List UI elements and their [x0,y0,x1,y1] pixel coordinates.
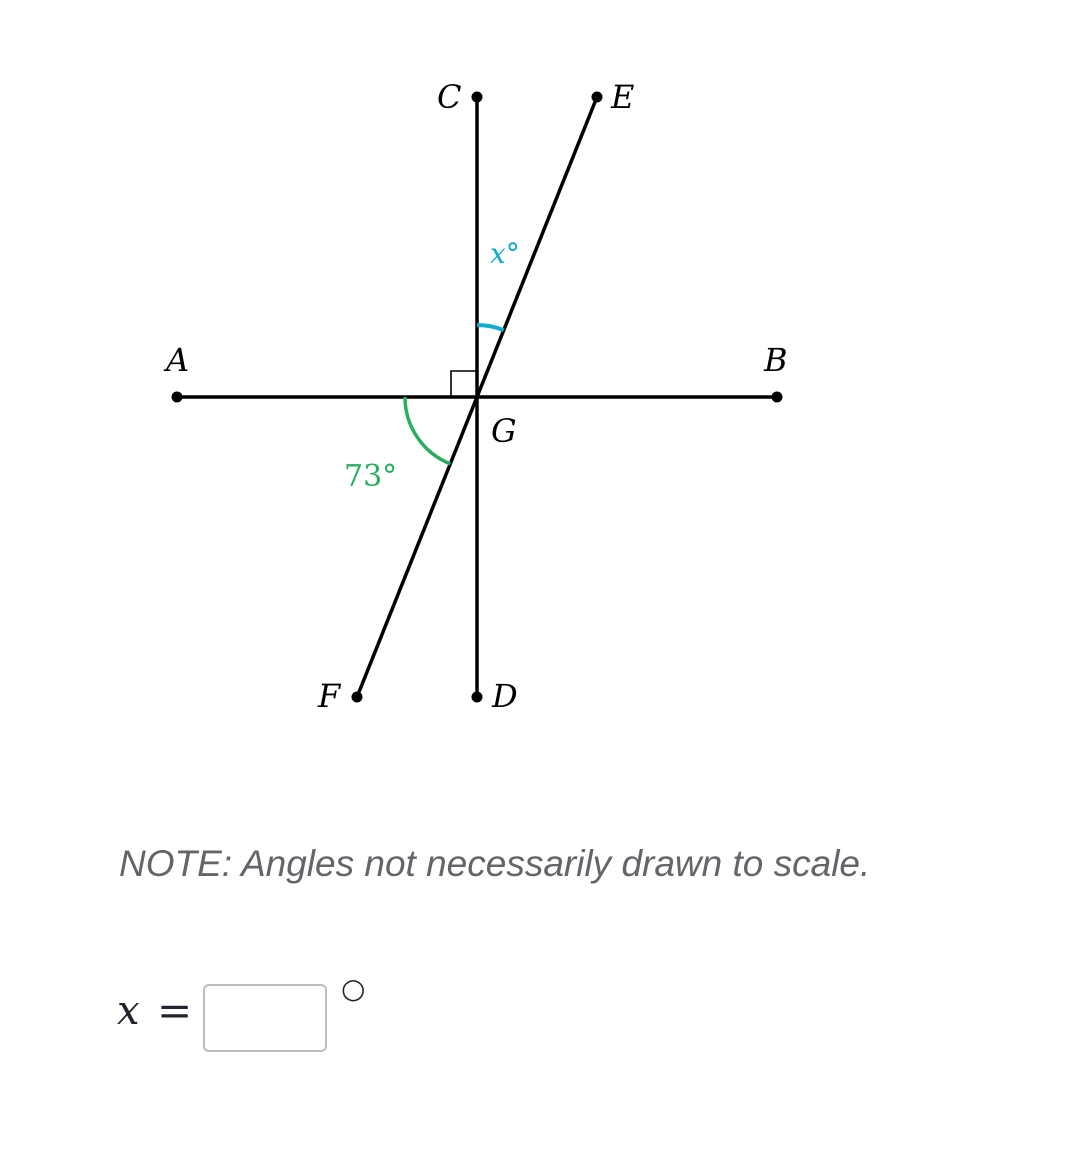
given-angle-label: 73° [344,459,398,494]
scale-note: NOTE: Angles not necessarily drawn to scale. [119,843,871,884]
label-g: G [491,412,517,450]
degree-symbol: ○ [341,972,366,1005]
label-f: F [318,677,341,715]
unknown-angle-arc [477,325,504,330]
point-c-dot [472,92,483,103]
answer-input[interactable] [203,984,327,1052]
right-angle-marker [451,371,477,397]
label-d: D [492,677,518,715]
label-e: E [611,78,635,116]
point-e-dot [592,92,603,103]
unknown-angle-label: x° [490,237,520,270]
point-a-dot [172,392,183,403]
label-a: A [166,341,190,379]
point-d-dot [472,692,483,703]
label-b: B [764,341,788,379]
point-f-dot [352,692,363,703]
given-angle-arc [405,397,450,464]
label-c: C [437,78,462,116]
answer-variable: x [117,988,140,1034]
equals-sign: = [157,986,193,1035]
point-b-dot [772,392,783,403]
